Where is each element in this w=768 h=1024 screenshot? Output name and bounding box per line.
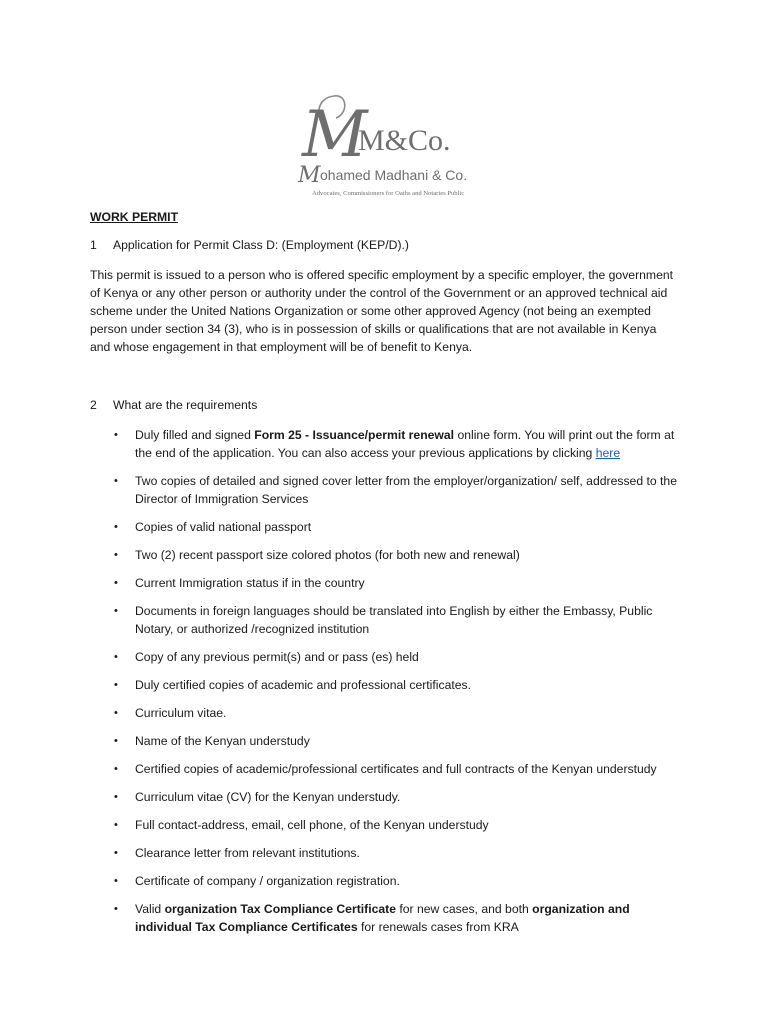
list-item [114,518,680,536]
firm-logo [288,88,488,200]
section-2-title: What are the requirements [113,398,258,412]
logo-firm-short: M&Co. [358,124,451,157]
tax-certificates-bold: organization and individual Tax Compliance Certificates [135,902,630,934]
bullet-icon: • [114,791,118,803]
list-item [114,602,680,638]
list-item-text: Certificate of company / organization registration. [135,874,400,888]
bullet-icon: • [114,735,118,747]
here-link[interactable]: here [595,446,621,460]
bullet-icon: • [114,521,118,533]
list-item [114,704,680,722]
bullet-icon: • [114,429,118,441]
list-item-text: Copies of valid national passport [135,520,312,534]
list-item [114,844,680,862]
bullet-icon: • [114,475,118,487]
list-item-text: Name of the Kenyan understudy [135,734,310,748]
list-item [114,872,680,890]
list-item [114,900,680,936]
logo-monogram: M [302,98,368,172]
bullet-icon: • [114,903,118,915]
section-1-number: 1 [90,238,97,252]
section-1-title: Application for Permit Class D: (Employment (KEP/D).) [113,238,409,252]
document-title: WORK PERMIT [90,210,179,224]
logo-firm-name: ohamed Madhani & Co. [320,167,468,183]
list-item-text: Documents in foreign languages should be translated into English by either the Embassy, Public Notary, or authorized /recognized institution [135,604,653,636]
list-item [114,574,680,592]
list-item-text: Two copies of detailed and signed cover letter from the employer/organization/ self, addressed to the Director of Immigration Services [135,474,677,506]
list-item-text: Duly filled and signed Form 25 - Issuance/permit renewal online form. You will print out the form at the end of the application. You can also access your previous applications by clicking here [135,428,675,460]
list-item-text: Full contact-address, email, cell phone, of the Kenyan understudy [135,818,489,832]
bullet-icon: • [114,605,118,617]
firm-logo-graphic [288,88,488,200]
list-item-text: Clearance letter from relevant institutions. [135,846,360,860]
list-item [114,472,680,508]
bullet-icon: • [114,707,118,719]
list-item [114,816,680,834]
requirements-list [90,426,680,936]
list-item-text: Curriculum vitae. [135,706,227,720]
list-item-text: Current Immigration status if in the country [135,576,365,590]
list-item [114,760,680,778]
tax-certificate-bold: organization Tax Compliance Certificate [164,902,396,916]
list-item-text: Curriculum vitae (CV) for the Kenyan understudy. [135,790,401,804]
section-1-paragraph: This permit is issued to a person who is offered specific employment by a specific employer, the government of Kenya or any other person or authority under the control of the Government or an approved technical aid scheme under the United Nations Organization or some other approved Agency (not being an exempted person under section 34 (3), who is in possession of skills or qualifications that are not available in Kenya and whose engagement in that employment will be of benefit to Kenya. [90,268,674,354]
bullet-icon: • [114,549,118,561]
logo-tagline: Advocates, Commissioners for Oaths and Notaries Public [312,190,465,197]
bullet-icon: • [114,847,118,859]
list-item [114,426,680,462]
bullet-icon: • [114,679,118,691]
list-item-text: Duly certified copies of academic and professional certificates. [135,678,471,692]
bullet-icon: • [114,875,118,887]
bullet-icon: • [114,819,118,831]
logo-name-initial: M [298,163,321,188]
list-item-text: Valid organization Tax Compliance Certificate for new cases, and both organization and individual Tax Compliance Certificates for renewals cases from KRA [135,902,630,934]
list-item [114,788,680,806]
list-item-text: Copy of any previous permit(s) and or pass (es) held [135,650,419,664]
list-item [114,546,680,564]
list-item-text: Certified copies of academic/professional certificates and full contracts of the Kenyan understudy [135,762,657,776]
section-2-heading [90,396,680,414]
bullet-icon: • [114,577,118,589]
list-item-text: Two (2) recent passport size colored photos (for both new and renewal) [135,548,520,562]
bullet-icon: • [114,651,118,663]
list-item [114,676,680,694]
form-25-name: Form 25 - Issuance/permit renewal [254,428,455,442]
bullet-icon: • [114,763,118,775]
list-item [114,648,680,666]
list-item [114,732,680,750]
document-body [90,208,680,946]
section-2-number: 2 [90,398,97,412]
section-1-heading [90,236,680,254]
